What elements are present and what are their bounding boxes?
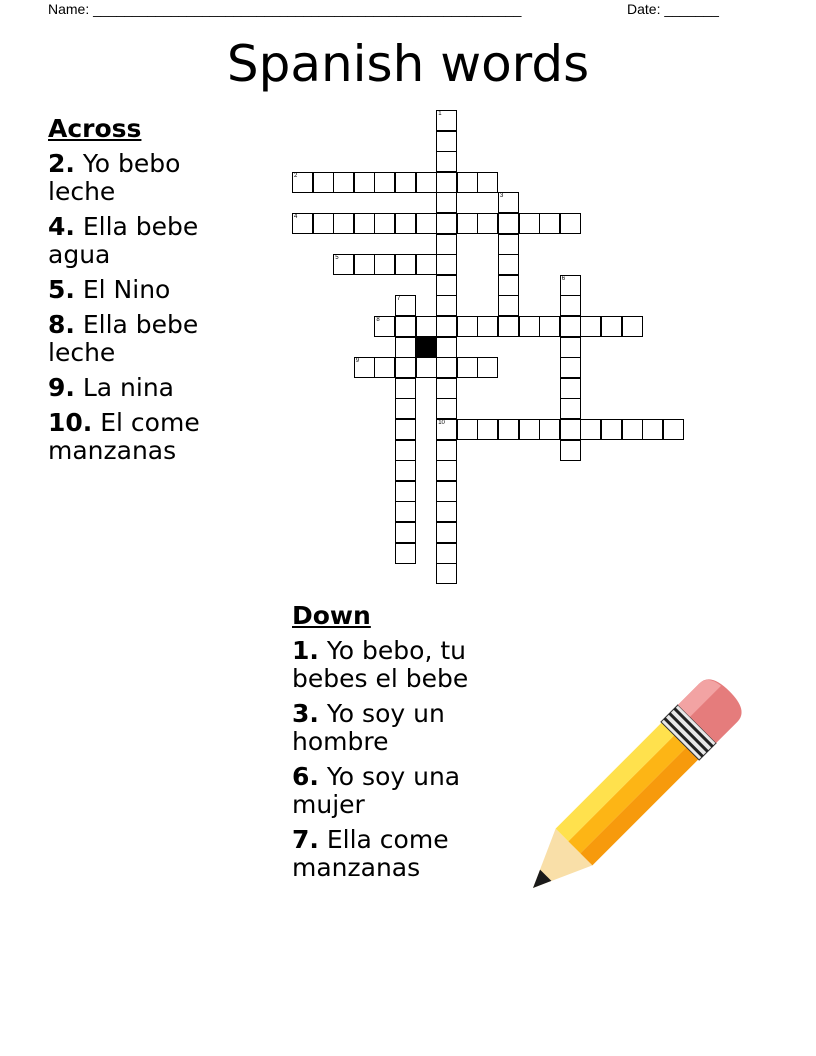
- down-clue-1: 1. Yo bebo, tu bebes el bebe: [292, 636, 469, 693]
- grid-cell[interactable]: [560, 398, 581, 419]
- grid-cell[interactable]: [436, 275, 457, 296]
- down-clue-3: 3. Yo soy un hombre: [292, 699, 445, 756]
- grid-cell[interactable]: [436, 501, 457, 522]
- cell-number: 6: [561, 275, 566, 282]
- cell-number: 8: [376, 317, 380, 323]
- grid-cell[interactable]: [395, 419, 416, 440]
- grid-cell[interactable]: [374, 213, 395, 234]
- grid-cell[interactable]: [436, 522, 457, 543]
- grid-cell[interactable]: [477, 172, 498, 193]
- cell-number: 4: [294, 214, 298, 220]
- grid-cell[interactable]: [395, 378, 416, 399]
- grid-cell[interactable]: [333, 172, 354, 193]
- grid-cell[interactable]: [436, 563, 457, 584]
- grid-cell[interactable]: [498, 275, 519, 296]
- grid-cell[interactable]: [457, 419, 478, 440]
- grid-cell[interactable]: [560, 378, 581, 399]
- grid-cell[interactable]: [436, 378, 457, 399]
- grid-cell[interactable]: [519, 316, 540, 337]
- cell-number: 3: [500, 193, 504, 200]
- grid-cell[interactable]: [519, 419, 540, 440]
- grid-cell[interactable]: [560, 295, 581, 316]
- grid-cell[interactable]: [436, 481, 457, 502]
- grid-cell[interactable]: [622, 316, 643, 337]
- grid-cell[interactable]: [519, 213, 540, 234]
- grid-cell[interactable]: [560, 440, 581, 461]
- grid-cell[interactable]: [416, 254, 437, 275]
- cell-number: 7: [397, 296, 401, 303]
- page-title: Spanish words: [226, 35, 590, 93]
- grid-cell[interactable]: [354, 357, 375, 378]
- grid-cell[interactable]: [374, 254, 395, 275]
- cell-number: 9: [355, 358, 360, 365]
- grid-cell[interactable]: [436, 110, 457, 131]
- grid-cell[interactable]: [395, 254, 416, 275]
- grid-cell[interactable]: [663, 419, 684, 440]
- grid-cell[interactable]: [354, 213, 375, 234]
- down-clue-6: 6. Yo soy una mujer: [292, 762, 461, 819]
- grid-cell[interactable]: [374, 172, 395, 193]
- grid-cell[interactable]: [498, 192, 519, 213]
- grid-cell[interactable]: [395, 501, 416, 522]
- grid-cell[interactable]: [498, 254, 519, 275]
- grid-cell[interactable]: [395, 522, 416, 543]
- grid-cell[interactable]: [436, 295, 457, 316]
- grid-cell[interactable]: [313, 172, 334, 193]
- down-clue-7: 7. Ella come manzanas: [292, 825, 449, 882]
- grid-cell[interactable]: [374, 357, 395, 378]
- grid-cell[interactable]: [477, 419, 498, 440]
- grid-cell[interactable]: [395, 316, 416, 337]
- grid-cell[interactable]: [436, 131, 457, 152]
- grid-cell[interactable]: [560, 337, 581, 358]
- grid-cell[interactable]: [560, 213, 581, 234]
- grid-cell[interactable]: [457, 172, 478, 193]
- grid-cell[interactable]: [436, 337, 457, 358]
- grid-cell[interactable]: [539, 419, 560, 440]
- grid-cell[interactable]: [436, 151, 457, 172]
- grid-cell[interactable]: [395, 337, 416, 358]
- grid-cell[interactable]: [477, 316, 498, 337]
- grid-cell[interactable]: [354, 172, 375, 193]
- grid-cell[interactable]: [395, 440, 416, 461]
- across-clue-9: 9. La nina: [48, 373, 175, 402]
- grid-cell[interactable]: [436, 460, 457, 481]
- across-heading: Across: [48, 114, 142, 143]
- grid-cell[interactable]: [477, 213, 498, 234]
- grid-cell[interactable]: [601, 316, 622, 337]
- grid-cell[interactable]: [457, 213, 478, 234]
- date-field-label: Date: _______: [627, 1, 719, 17]
- grid-cell[interactable]: [416, 213, 437, 234]
- grid-cell[interactable]: [539, 213, 560, 234]
- cell-number: 10: [438, 420, 445, 426]
- grid-cell[interactable]: [395, 481, 416, 502]
- cell-number: 1: [438, 111, 442, 117]
- grid-cell[interactable]: [436, 543, 457, 564]
- grid-cell[interactable]: [416, 172, 437, 193]
- grid-cell[interactable]: [457, 357, 478, 378]
- grid-cell[interactable]: [436, 440, 457, 461]
- grid-cell[interactable]: [580, 316, 601, 337]
- grid-cell[interactable]: [436, 316, 457, 337]
- grid-cell[interactable]: [292, 213, 313, 234]
- pencil-icon: [525, 650, 775, 900]
- grid-cell[interactable]: [333, 213, 354, 234]
- grid-cell[interactable]: [580, 419, 601, 440]
- grid-cell[interactable]: [436, 213, 457, 234]
- grid-cell[interactable]: [436, 254, 457, 275]
- grid-cell[interactable]: [436, 357, 457, 378]
- cell-number: 2: [294, 172, 298, 179]
- grid-cell[interactable]: [374, 316, 395, 337]
- across-clue-10: 10. El come manzanas: [48, 408, 200, 465]
- grid-cell[interactable]: [395, 460, 416, 481]
- grid-cell[interactable]: [395, 172, 416, 193]
- across-clue-8: 8. Ella bebe leche: [48, 310, 199, 367]
- grid-cell[interactable]: [333, 254, 354, 275]
- grid-cell[interactable]: [560, 419, 581, 440]
- grid-cell[interactable]: [395, 543, 416, 564]
- grid-cell[interactable]: [436, 419, 457, 440]
- grid-cell[interactable]: [416, 357, 437, 378]
- grid-cell[interactable]: [622, 419, 643, 440]
- grid-cell[interactable]: [560, 275, 581, 296]
- grid-cell[interactable]: [395, 398, 416, 419]
- down-heading: Down: [292, 601, 371, 630]
- grid-cell[interactable]: [395, 295, 416, 316]
- grid-cell[interactable]: [560, 316, 581, 337]
- grid-cell[interactable]: [436, 172, 457, 193]
- grid-cell[interactable]: [601, 419, 622, 440]
- grid-cell[interactable]: [395, 357, 416, 378]
- grid-cell[interactable]: [436, 398, 457, 419]
- grid-cell[interactable]: [477, 357, 498, 378]
- grid-cell[interactable]: [498, 295, 519, 316]
- grid-cell[interactable]: [354, 254, 375, 275]
- grid-cell[interactable]: [313, 213, 334, 234]
- across-clue-4: 4. Ella bebe agua: [48, 212, 199, 269]
- grid-cell[interactable]: [498, 234, 519, 255]
- grid-cell[interactable]: [560, 357, 581, 378]
- cell-number: 5: [335, 255, 339, 262]
- grid-cell[interactable]: [642, 419, 663, 440]
- across-clue-2: 2. Yo bebo leche: [48, 149, 181, 206]
- black-cell: [416, 337, 437, 358]
- grid-cell[interactable]: [436, 234, 457, 255]
- grid-cell[interactable]: [436, 192, 457, 213]
- grid-cell[interactable]: [292, 172, 313, 193]
- grid-cell[interactable]: [416, 316, 437, 337]
- grid-cell[interactable]: [395, 213, 416, 234]
- grid-cell[interactable]: [498, 213, 519, 234]
- grid-cell[interactable]: [498, 419, 519, 440]
- grid-cell[interactable]: [457, 316, 478, 337]
- grid-cell[interactable]: [498, 316, 519, 337]
- name-field-label: Name: _______________________________________________________: [48, 1, 522, 17]
- across-clue-5: 5. El Nino: [48, 275, 171, 304]
- grid-cell[interactable]: [539, 316, 560, 337]
